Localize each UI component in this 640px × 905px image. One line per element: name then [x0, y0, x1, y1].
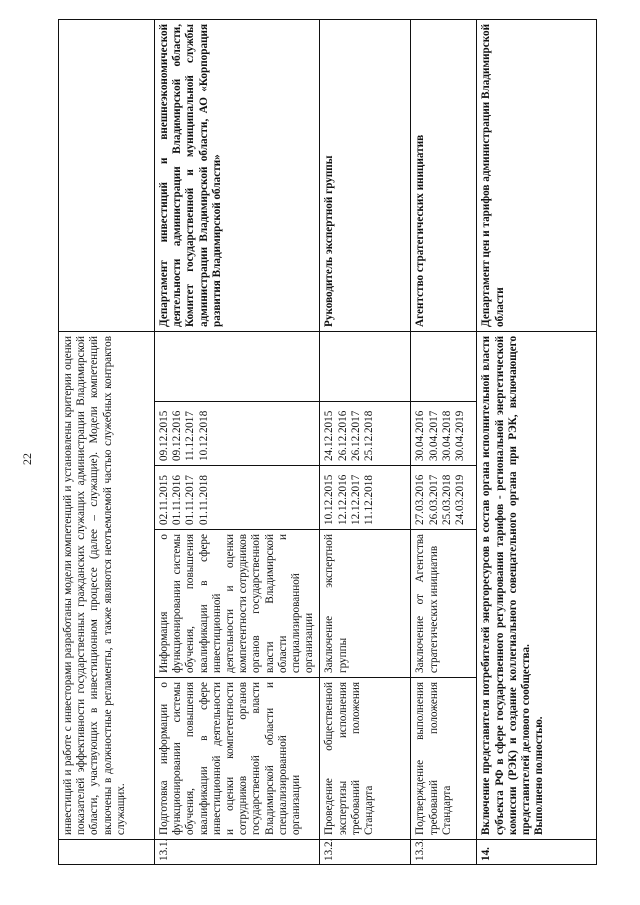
responsible-cell: Руководитель экспертной группы — [320, 19, 411, 331]
table-row-continuation — [59, 19, 155, 864]
end-date: 26.12.2016 — [336, 410, 349, 461]
row14-status: Выполнено полностью. — [533, 716, 546, 835]
end-date: 11.12.2017 — [184, 411, 197, 461]
start-dates-cell — [411, 466, 477, 530]
end-date: 30.04.2018 — [440, 410, 453, 461]
end-date: 10.12.2018 — [197, 410, 210, 461]
end-dates-cell — [411, 402, 477, 466]
row-number: 13.2. — [320, 840, 411, 865]
end-date: 26.12.2017 — [349, 410, 362, 461]
result-cell: Заключение от Агентства стратегических инициатив — [411, 530, 477, 678]
start-date: 27.03.2016 — [414, 474, 427, 525]
table-row-13-3 — [411, 19, 477, 864]
responsible-cell: Департамент инвестиций и внешнеэкономической деятельности администрации Владимирской области, Комитет государственной и муниципальной службы администрации Владимирской области, АО «Корпорация развития Владимирской области» — [155, 19, 320, 331]
end-date: 24.12.2015 — [323, 410, 336, 461]
row-number: 13.1. — [155, 840, 320, 865]
responsible-cell: Агентство стратегических инициатив — [411, 19, 477, 331]
row-number: 13.3. — [411, 840, 477, 865]
end-date: 25.12.2018 — [363, 410, 376, 461]
start-date: 11.12.2018 — [363, 475, 376, 525]
row-number: 14. — [477, 840, 597, 865]
activity-cell: Проведение общественной экспертизы исполнения требований положения Стандарта — [320, 678, 411, 840]
start-date: 25.03.2018 — [440, 474, 453, 525]
page-number: 22 — [20, 453, 34, 465]
end-date: 30.04.2017 — [427, 410, 440, 461]
start-date: 24.03.2019 — [454, 474, 467, 525]
table-row-13-2 — [320, 19, 411, 864]
end-date: 30.04.2019 — [454, 410, 467, 461]
start-date: 01.11.2018 — [197, 475, 210, 525]
start-date: 12.12.2016 — [336, 474, 349, 525]
empty-cell — [320, 331, 411, 401]
result-cell: Информация о функционировании системы обучения, повышения квалификации в сфере инвестиционной деятельности и оценки компетентности сотрудников органов государственной власти Владимирской области и специализированной организации — [155, 530, 320, 678]
start-dates-cell — [155, 466, 320, 530]
start-date: 01.11.2016 — [171, 475, 184, 525]
start-date: 26.03.2017 — [427, 474, 440, 525]
activity-table — [58, 19, 597, 865]
end-date: 09.12.2015 — [158, 410, 170, 461]
activity-cell: Подтверждение выполнения требований положения Стандарта — [411, 678, 477, 840]
empty-cell — [411, 331, 477, 401]
start-date: 01.11.2017 — [184, 475, 197, 525]
responsible-cell: Департамент цен и тарифов администрации Владимирской области — [477, 19, 597, 331]
end-dates-cell — [320, 402, 411, 466]
row14-text-cell — [477, 331, 597, 839]
continuation-text: инвестиций и работе с инвесторами разработаны модели компетенций и установлены критерии оценки показателей эффективности государственных гражданских служащих администрации Владимирской области, участвующих в инвестиционном процессе (далее – служащие). Модели компетенций включены в должностные регламенты, а также являются неотъемлемой частью служебных контрактов служащих. — [59, 331, 155, 839]
empty-cell — [59, 19, 155, 331]
end-date: 30.04.2016 — [414, 410, 427, 461]
end-date: 09.12.2016 — [171, 410, 184, 461]
empty-cell — [155, 331, 320, 401]
result-cell: Заключение экспертной группы — [320, 530, 411, 678]
start-dates-cell — [320, 466, 411, 530]
end-dates-cell — [155, 402, 320, 466]
empty-cell — [59, 840, 155, 865]
start-date: 10.12.2015 — [323, 474, 336, 525]
start-date: 12.12.2017 — [349, 474, 362, 525]
row14-description: Включение представителя потребителей энергоресурсов в состав органа исполнительной власти субъекта РФ в сфере государственного регулирования тарифов - региональной энергетической комиссии (РЭК) и создание коллегиального совещательного органа при РЭК, включающего представителей делового сообщества. — [480, 335, 533, 835]
table-row-14 — [477, 19, 597, 864]
start-date: 02.11.2015 — [158, 475, 170, 525]
activity-cell: Подготовка информации о функционировании системы обучения, повышения квалификации в сфере инвестиционной деятельности и оценки компетентности сотрудников органов государственной власти Владимирской области и специализированной организации — [155, 678, 320, 840]
table-row-13-1 — [155, 19, 320, 864]
